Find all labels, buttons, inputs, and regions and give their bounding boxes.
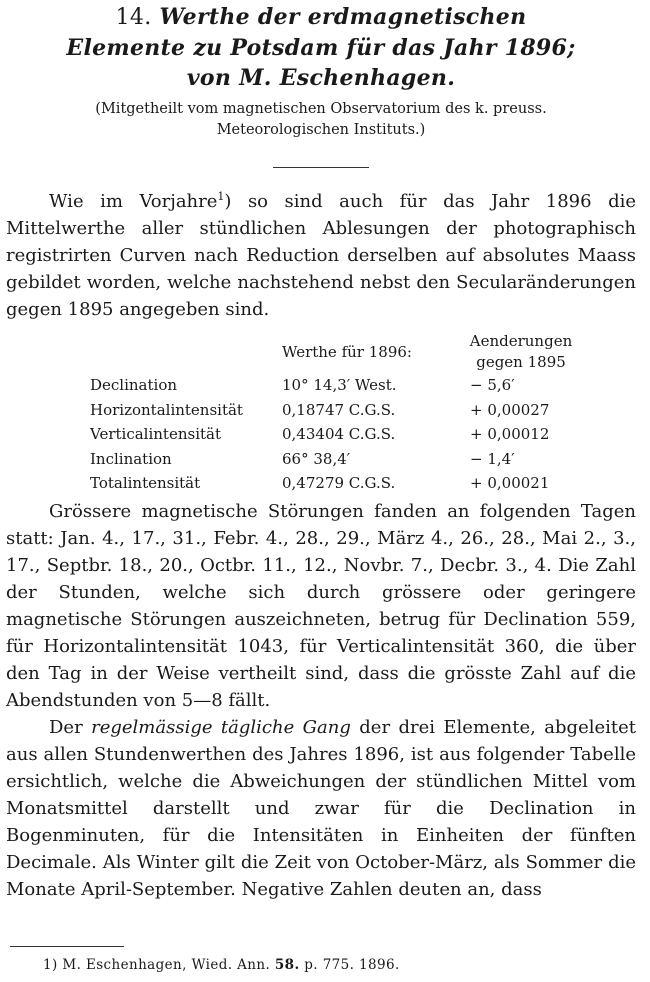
footnote: [43, 955, 400, 975]
footnote-reference[interactable]: 1: [217, 190, 225, 203]
intro-paragraph: [6, 188, 636, 323]
footnote-volume: 58.: [274, 957, 300, 973]
title-line-2: Elemente zu Potsdam für das Jahr 1896;: [66, 35, 576, 61]
footnote-divider: [10, 946, 124, 947]
table-row: [90, 422, 590, 447]
article-subtitle: [6, 99, 636, 141]
element-name: Totalintensität: [90, 474, 201, 492]
title-divider: [273, 167, 369, 168]
element-value: 10° 14,3′ West.: [282, 376, 397, 394]
footnote-pages: p. 775. 1896.: [304, 957, 400, 973]
title-line-3: von M. Eschenhagen.: [186, 65, 456, 91]
element-change: − 1,4′: [470, 449, 515, 468]
table-row: [90, 398, 590, 423]
element-name: Inclination: [90, 449, 172, 468]
header-values: Werthe für 1896:: [282, 343, 412, 361]
footnote-marker: 1): [43, 957, 58, 973]
element-change: + 0,00012: [470, 425, 550, 443]
values-table-wrap: [6, 331, 636, 496]
daily-variation-paragraph: [6, 714, 636, 903]
table-row: [90, 373, 590, 398]
daily-text-start: Der: [49, 716, 92, 738]
element-value: 66° 38,4′: [282, 449, 351, 468]
element-value: 0,43404 C.G.S.: [282, 425, 396, 443]
header-changes: [452, 331, 590, 373]
daily-text-rest: der drei Elemente, abgeleitet aus allen Stundenwerthen des Jahres 1896, ist aus folgender Tabelle ersichtlich, welche die Abweichungen der stündlichen Mittel vom Monatsmittel darstellt und zwar für die Declination in Bogenminuten, für die Intensitäten in Einheiten der fünften Decimale. Als Winter gilt die Zeit von October-März, als Sommer die Monate April-September. Negative Zahlen deuten an, dass: [6, 716, 637, 900]
element-name: Verticalintensität: [90, 425, 221, 443]
footnote-author: M. Eschenhagen,: [62, 957, 187, 973]
emphasized-phrase: regelmässige tägliche Gang: [91, 716, 351, 738]
element-change: − 5,6′: [470, 376, 515, 394]
element-value: 0,47279 C.G.S.: [282, 474, 396, 492]
article-number: 14.: [115, 5, 152, 30]
values-table: [90, 331, 590, 496]
element-value: 0,18747 C.G.S.: [282, 400, 396, 419]
subtitle-line-2: Meteorologischen Instituts.): [216, 122, 426, 138]
header-changes-line-1: Aenderungen: [469, 332, 573, 350]
intro-text-start: Wie im Vorjahre: [49, 191, 218, 212]
table-row: [90, 471, 590, 496]
disturbances-paragraph: Grössere magnetische Störungen fanden an folgenden Tagen statt: Jan. 4., 17., 31., Febr. 4., 28., 29., März 4., 26., 28., Mai 2., 3., 17., Septbr. 18., 20., Octbr. 11., 12., Novbr. 7., Decbr. 3., 4. Die Zahl der Stunden, welche sich durch grössere oder geringere magnetische Störungen auszeichneten, betrug für Declination 559, für Horizontalintensität 1043, für Verticalintensität 360, die über den Tag in der Weise vertheilt sind, dass die grösste Zahl auf die Abendstunden von 5—8 fällt.: [6, 500, 636, 711]
element-name: Declination: [90, 376, 178, 394]
article-title: [6, 2, 636, 93]
header-name-cell: [90, 331, 282, 373]
header-changes-line-2: gegen 1895: [476, 353, 566, 371]
intro-text-rest: ) so sind auch für das Jahr 1896 die Mittelwerthe aller stündlichen Ablesungen der photographisch registrirten Curven nach Reduction derselben auf absolutes Maass gebildet worden, welche nachstehend nebst den Secularänderungen gegen 1895 angegeben sind.: [6, 191, 636, 320]
element-change: + 0,00027: [470, 400, 550, 419]
subtitle-line-1: (Mitgetheilt vom magnetischen Observatorium des k. preuss.: [95, 101, 547, 117]
table-row: [90, 447, 590, 472]
element-name: Horizontalintensität: [90, 400, 243, 419]
footnote-journal: Wied. Ann.: [191, 957, 271, 973]
element-change: + 0,00021: [470, 474, 550, 492]
table-header-row: [90, 331, 590, 373]
title-line-1: Werthe der erdmagnetischen: [159, 4, 527, 30]
